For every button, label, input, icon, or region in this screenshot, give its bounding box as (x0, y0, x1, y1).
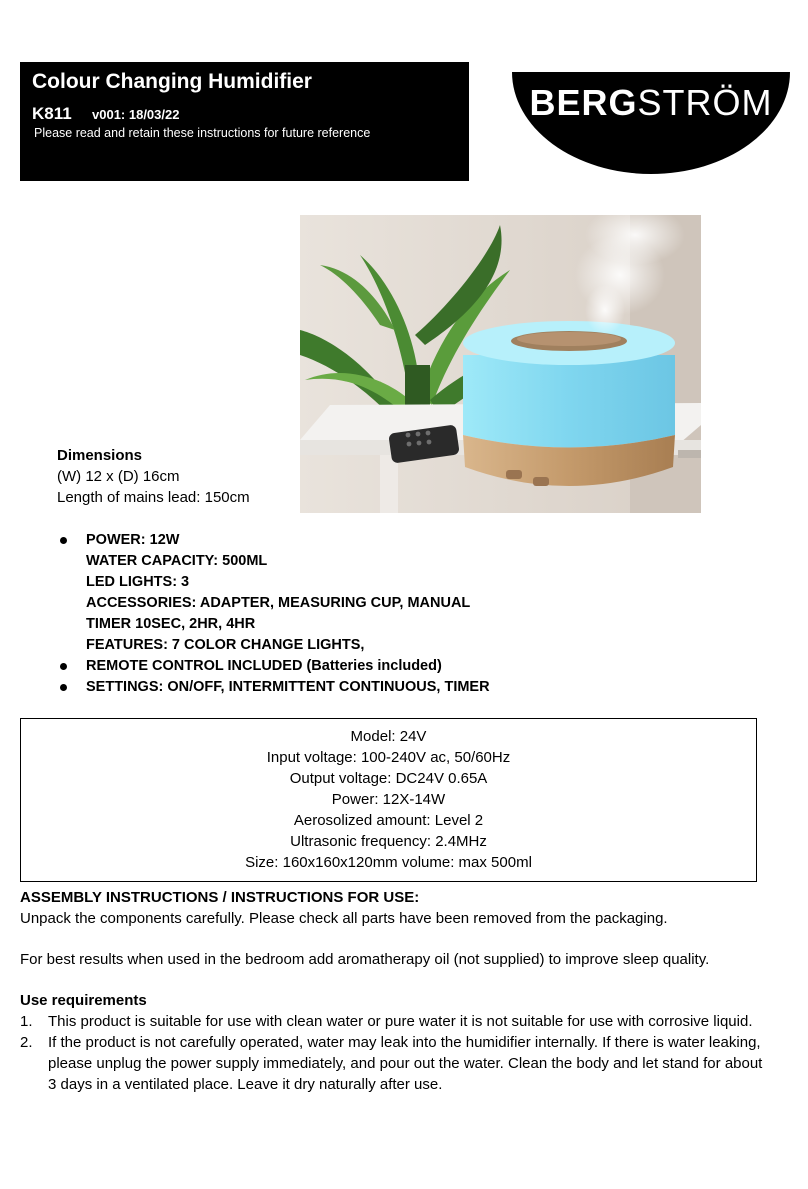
use-requirements-list (20, 1011, 770, 1095)
requirement-text: If the product is not carefully operated, water may leak into the humidifier internally. If there is water leaking, please unplug the power supply immediately, and pour out the water. Clean the body and let stand for about 3 days in a ventilated place. Leave it dry naturally after use. (48, 1034, 763, 1093)
feature-item (57, 593, 490, 614)
features-list (57, 530, 490, 698)
model-code: K811 (32, 104, 72, 123)
feature-item (57, 572, 490, 593)
requirement-number: 2. (20, 1034, 33, 1051)
logo-text-bold: BERG (529, 82, 638, 123)
spec-line: Output voltage: DC24V 0.65A (289, 770, 488, 787)
spec-line: Aerosolized amount: Level 2 (293, 812, 484, 829)
requirement-text: This product is suitable for use with clean water or pure water it is not suitable for use with corrosive liquid. (48, 1013, 753, 1030)
product-photo (300, 215, 701, 513)
header-banner (20, 62, 469, 181)
brand-logo (512, 72, 790, 174)
feature-text: WATER CAPACITY: 500ML (86, 553, 268, 569)
spec-line: Model: 24V (350, 728, 427, 745)
unpack-instruction: Unpack the components carefully. Please check all parts have been removed from the packaging. (20, 910, 668, 927)
document-title: Colour Changing Humidifier (32, 70, 312, 93)
feature-text: LED LIGHTS: 3 (86, 574, 190, 590)
feature-item (57, 635, 490, 656)
requirement-item (20, 1011, 770, 1032)
feature-text: FEATURES: 7 COLOR CHANGE LIGHTS, (86, 637, 365, 653)
instructions-heading: ASSEMBLY INSTRUCTIONS / INSTRUCTIONS FOR USE: (20, 889, 420, 906)
feature-text: SETTINGS: ON/OFF, INTERMITTENT CONTINUOUS, TIMER (86, 679, 490, 695)
use-requirements-heading: Use requirements (20, 992, 147, 1009)
dimensions-section (57, 445, 250, 508)
feature-text: ACCESSORIES: ADAPTER, MEASURING CUP, MANUAL (86, 595, 471, 611)
version-date: v001: 18/03/22 (92, 107, 180, 122)
spec-line: Input voltage: 100-240V ac, 50/60Hz (266, 749, 511, 766)
aromatherapy-tip: For best results when used in the bedroom add aromatherapy oil (not supplied) to improve sleep quality. (20, 951, 710, 968)
spec-line: Size: 160x160x120mm volume: max 500ml (245, 854, 532, 871)
instructions-section (20, 887, 770, 1095)
feature-text: TIMER 10SEC, 2HR, 4HR (86, 616, 256, 632)
feature-item (57, 614, 490, 635)
spec-line: Ultrasonic frequency: 2.4MHz (290, 833, 487, 850)
feature-item (57, 530, 490, 551)
dimensions-heading: Dimensions (57, 447, 143, 464)
mains-lead-length: Length of mains lead: 150cm (57, 489, 250, 506)
dimensions-size: (W) 12 x (D) 16cm (57, 468, 180, 485)
spec-line: Power: 12X-14W (331, 791, 446, 808)
requirement-number: 1. (20, 1013, 33, 1030)
feature-item (57, 677, 490, 698)
bullet-icon (60, 684, 67, 691)
feature-item (57, 656, 490, 677)
bullet-icon (60, 663, 67, 670)
feature-item (57, 551, 490, 572)
requirement-item (20, 1032, 770, 1095)
bullet-icon (60, 537, 67, 544)
specifications-box (20, 718, 757, 882)
logo-text-light: STRÖM (637, 82, 773, 123)
logo-text (512, 82, 790, 124)
feature-text: POWER: 12W (86, 532, 180, 548)
feature-text: REMOTE CONTROL INCLUDED (Batteries included) (86, 658, 442, 674)
specifications-list (21, 719, 756, 873)
retain-note: Please read and retain these instructions for future reference (34, 126, 371, 140)
